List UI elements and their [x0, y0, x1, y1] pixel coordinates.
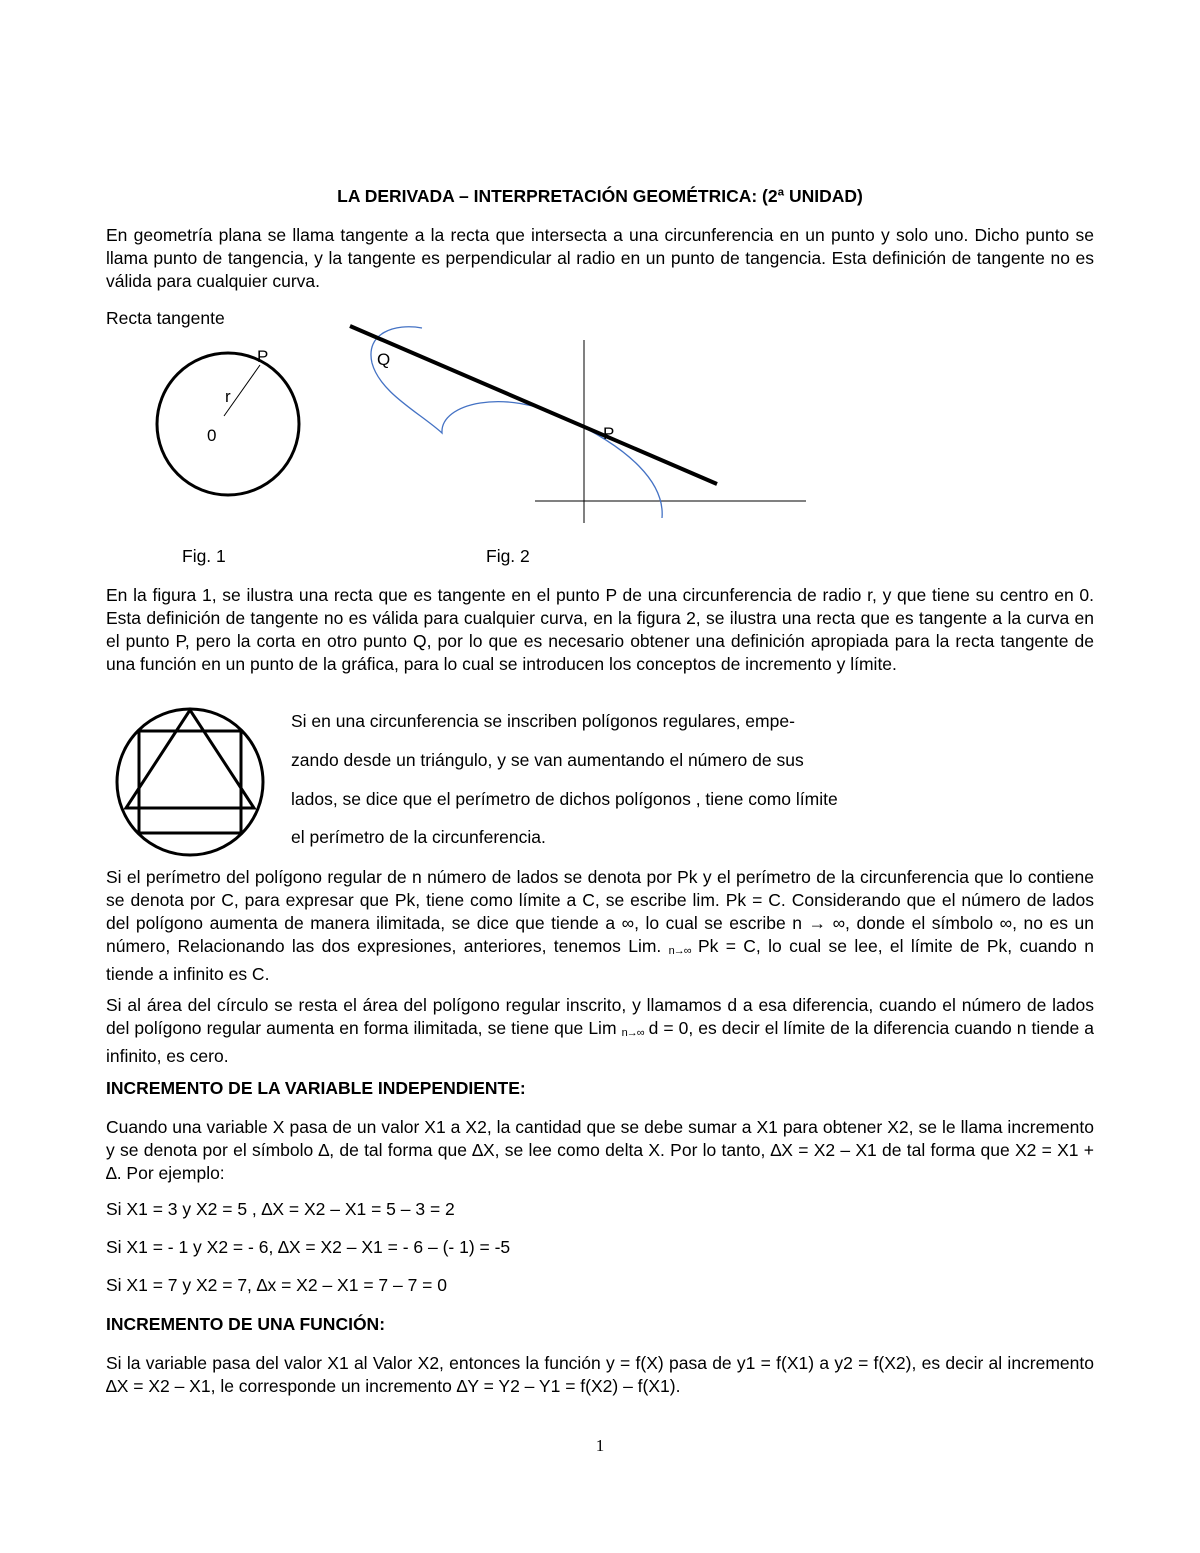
perimeter-tail: Pk = C, lo cual se lee, el límite de Pk, cuando n tiende a infinito es C. — [106, 936, 1094, 984]
section1-heading: INCREMENTO DE LA VARIABLE INDEPENDIENTE: — [106, 1078, 526, 1098]
polygon-line-3: lados, se dice que el perímetro de dichos polígonos , tiene como límite — [291, 789, 838, 809]
intro-paragraph: En geometría plana se llama tangente a la recta que intersecta a una circunferencia en un punto y solo uno. Dicho punto se llama punto de tangencia, y la tangente es perpendicular al radio en un punto de tangencia. Esta definición de tangente no es válida para cualquier curva. — [106, 225, 1094, 291]
fig1-circle-shape — [157, 353, 299, 495]
area-tail: d = 0, es decir el límite de la diferencia cuando n tiende a infinito, es cero. — [106, 1018, 1094, 1066]
page-number: 1 — [595, 1436, 605, 1455]
fig2-caption: Fig. 2 — [486, 546, 530, 566]
perimeter-text: Si el perímetro del polígono regular de n número de lados se denota por Pk y el perímetro de la circunferencia que lo contiene se denota por C, para expresar que Pk, tiene como límite a C, se escribe lim. Pk = C. Considerando que el número de lados del polígono aumenta de manera ilimitada, se dice que tiende a ∞, lo cual se escribe n → ∞, donde el símbolo ∞, no es un número, Relacionando las dos expresiones, anteriores, tenemos Lim. — [106, 867, 1094, 956]
fig2-label-p: P — [603, 424, 615, 443]
figure-1-circle — [150, 340, 310, 520]
fig2-label-q: Q — [377, 350, 391, 369]
section2-paragraph: Si la variable pasa del valor X1 al Valor X2, entonces la función y = f(X) pasa de y1 = f(X1) a y2 = f(X2), es decir al incremento ∆X = X2 – X1, le corresponde un incremento ∆Y = Y2 – Y1 = f(X2) – f(X1). — [106, 1353, 1094, 1396]
polygon-line-1: Si en una circunferencia se inscriben polígonos regulares, empe- — [291, 711, 795, 731]
section1-paragraph: Cuando una variable X pasa de un valor X1 a X2, la cantidad que se debe sumar a X1 para obtener X2, se le llama incremento y se denota por el símbolo ∆, de tal forma que ∆X, se lee como delta X. Por lo tanto, ∆X = X2 – X1 de tal forma que X2 = X1 + ∆. Por ejemplo: — [106, 1117, 1094, 1183]
perimeter-paragraph — [106, 866, 1094, 986]
perimeter-limit-subscript: n→∞ — [668, 945, 691, 957]
area-limit-subscript: n→∞ — [621, 1027, 644, 1039]
figures-heading: Recta tangente — [106, 308, 225, 328]
example-2: Si X1 = - 1 y X2 = - 6, ∆X = X2 – X1 = - 6 – (- 1) = -5 — [106, 1237, 511, 1257]
fig1-caption: Fig. 1 — [182, 546, 226, 566]
area-text: Si al área del círculo se resta el área del polígono regular inscrito, y llamamos d a esa diferencia, cuando el número de lados del polígono regular aumenta en forma ilimitada, se tiene que Lim — [106, 995, 1094, 1038]
inscribed-polygons-figure — [112, 704, 272, 864]
fig1-label-r: r — [225, 387, 231, 406]
fig1-label-p: P — [257, 347, 269, 366]
fig1-label-o: 0 — [207, 426, 217, 445]
polygon-line-2: zando desde un triángulo, y se van aumentando el número de sus — [291, 750, 804, 770]
example-1: Si X1 = 3 y X2 = 5 , ∆X = X2 – X1 = 5 – 3 = 2 — [106, 1199, 455, 1219]
area-paragraph — [106, 994, 1094, 1068]
page-title: LA DERIVADA – INTERPRETACIÓN GEOMÉTRICA: (2ª UNIDAD) — [337, 186, 863, 206]
figure-2-tangent — [340, 318, 820, 528]
polygon-line-4: el perímetro de la circunferencia. — [291, 827, 546, 847]
example-3: Si X1 = 7 y X2 = 7, ∆x = X2 – X1 = 7 – 7 = 0 — [106, 1275, 447, 1295]
section2-heading: INCREMENTO DE UNA FUNCIÓN: — [106, 1314, 386, 1334]
inscribed-square — [139, 731, 241, 833]
explanation-paragraph: En la figura 1, se ilustra una recta que es tangente en el punto P de una circunferencia de radio r, y que tiene su centro en 0. Esta definición de tangente no es válida para cualquier curva, en la figura 2, se ilustra una recta que es tangente a la curva en el punto P, pero la corta en otro punto Q, por lo que es necesario obtener una definición apropiada para la recta tangente de una función en un punto de la gráfica, para lo cual se introducen los conceptos de incremento y límite. — [106, 585, 1094, 674]
